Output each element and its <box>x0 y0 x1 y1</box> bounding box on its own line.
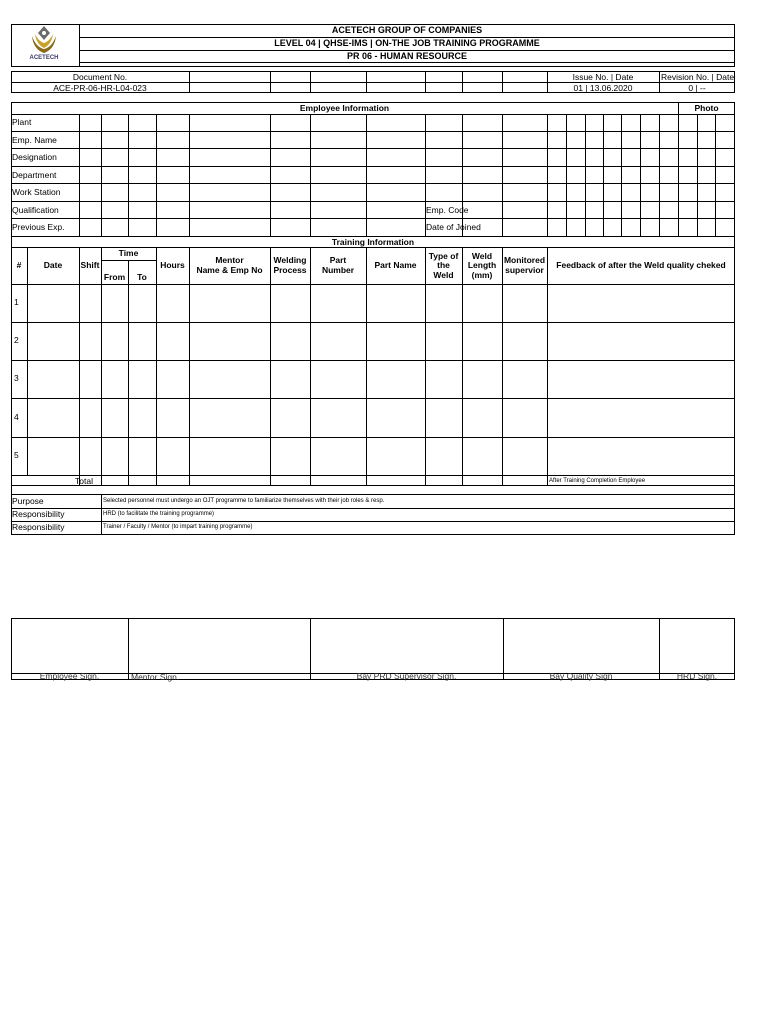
col-feedback: Feedback of after the Weld quality cheked <box>556 260 726 270</box>
col-number: # <box>16 260 22 270</box>
col-length-line3: (mm) <box>471 270 493 280</box>
col-type-line1: Type of <box>428 251 459 261</box>
supervisor-sign-label: Bay PRD Supervisor Sign. <box>356 671 457 681</box>
field-department: Department <box>12 170 57 180</box>
row-number-5: 5 <box>14 450 19 460</box>
purpose-text: Selected personnel must undergo an OJT programme to familiarize themselves with their job roles & resp. <box>103 498 385 504</box>
issue-value: 01 | 13.06.2020 <box>573 83 633 93</box>
revision-label: Revision No. | Date <box>661 72 735 82</box>
responsibility-text-1: HRD (to facilitate the training programme) <box>103 511 215 517</box>
issue-label: Issue No. | Date <box>572 72 634 82</box>
col-time-to: To <box>137 272 147 282</box>
col-welding-line2: Process <box>273 265 307 275</box>
row-number-1: 1 <box>14 297 19 307</box>
quality-sign-label: Bay Quality Sign <box>549 671 613 681</box>
hrd-sign-label: HRD Sign. <box>676 671 718 681</box>
col-length-line2: Length <box>467 260 497 270</box>
logo-emblem-icon <box>24 24 64 56</box>
row-number-3: 3 <box>14 373 19 383</box>
field-designation: Designation <box>12 152 57 162</box>
col-part-number-line2: Number <box>321 265 355 275</box>
col-type-line2: the <box>437 260 450 270</box>
col-length-line1: Weld <box>471 251 493 261</box>
col-welding-line1: Welding <box>273 255 307 265</box>
col-time: Time <box>118 248 139 258</box>
field-emp-name: Emp. Name <box>12 135 57 145</box>
col-monitored-line1: Monitored <box>503 255 546 265</box>
completion-label: After Training Completion Employee <box>549 478 646 484</box>
field-plant: Plant <box>12 117 32 127</box>
responsibility-label-2: Responsibility <box>12 522 65 532</box>
purpose-label: Purpose <box>12 496 44 506</box>
col-monitored-line2: supervior <box>505 265 544 275</box>
col-mentor-line1: Mentor <box>215 255 244 265</box>
form-pr-title: PR 06 - HUMAN RESOURCE <box>346 51 467 61</box>
company-logo <box>24 24 64 64</box>
employee-sign-label: Employee Sign. <box>39 671 100 681</box>
doc-number-value: ACE-PR-06-HR-L04-023 <box>53 83 147 93</box>
field-emp-code: Emp. Code <box>426 205 469 215</box>
form-level-title: LEVEL 04 | QHSE-IMS | ON-THE JOB TRAINING PROGRAMME <box>274 38 540 48</box>
col-type-line3: Weld <box>433 270 454 280</box>
responsibility-text-2: Trainer / Faculty / Mentor (to impart training programme) <box>103 524 253 530</box>
col-mentor-line2: Name & Emp No <box>196 265 263 275</box>
col-date: Date <box>43 260 63 270</box>
responsibility-label-1: Responsibility <box>12 509 65 519</box>
logo-text: ACETECH <box>29 55 59 61</box>
field-qualification: Qualification <box>12 205 59 215</box>
col-hours: Hours <box>160 260 185 270</box>
company-name: ACETECH GROUP OF COMPANIES <box>331 25 483 35</box>
col-shift: Shift <box>80 260 100 270</box>
row-number-2: 2 <box>14 335 19 345</box>
total-label: Total <box>75 476 93 486</box>
col-part-name: Part Name <box>374 260 417 270</box>
col-time-from: From <box>103 272 126 282</box>
revision-value: 0 | -- <box>688 83 706 93</box>
field-work-station: Work Station <box>12 187 61 197</box>
field-date-joined: Date of Joined <box>426 222 481 232</box>
field-previous-exp: Previous Exp. <box>12 222 65 232</box>
col-part-number-line1: Part <box>329 255 347 265</box>
training-info-title: Training Information <box>331 237 415 247</box>
photo-label: Photo <box>694 103 719 113</box>
doc-number-label: Document No. <box>72 72 128 82</box>
employee-info-title: Employee Information <box>299 103 390 113</box>
mentor-sign-label: Mentor Sign. <box>131 672 180 682</box>
row-number-4: 4 <box>14 412 19 422</box>
